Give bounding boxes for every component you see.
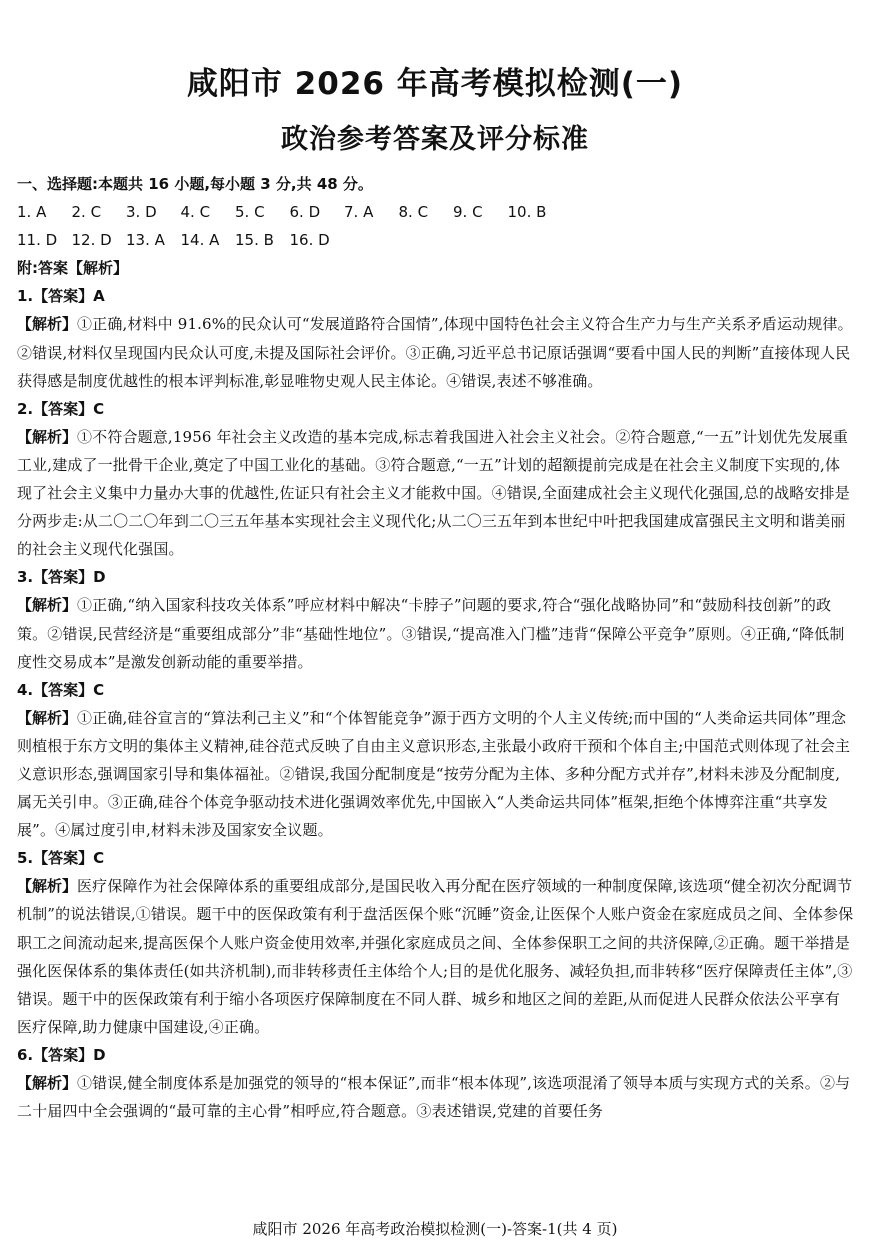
question-item-4 (17, 676, 855, 845)
explanation-text: ①正确,材料中 91.6%的民众认可“发展道路符合国情”,体现中国特色社会主义符合生产力与生产关系矛盾运动规律。②错误,材料仅呈现国内民众认可度,未提及国际社会评价。③正确,习近平总书记原话强调“要看中国人民的判断”直接体现人民获得感是制度优越性的根本评判标准,彰显唯物史观人民主体论。④错误,表述不够准确。 (17, 315, 853, 390)
question-answer-heading: 5.【答案】C (17, 849, 105, 868)
answer-key-item: 5. C (235, 203, 265, 222)
question-answer-heading: 1.【答案】A (17, 287, 105, 306)
explanation-tag: 【解析】 (17, 1074, 78, 1092)
answer-key-item: 4. C (180, 203, 211, 222)
explanation-text: ①错误,健全制度体系是加强党的领导的“根本保证”,而非“根本体现”,该选项混淆了领导本质与实现方式的关系。②与二十届四中全会强调的“最可靠的主心骨”相呼应,符合题意。③表述错误,党建的首要任务 (17, 1074, 851, 1121)
answer-key-item: 3. D (126, 203, 157, 222)
document-title: 咸阳市 2026 年高考模拟检测(一) (186, 66, 684, 102)
answer-key-item: 14. A (180, 231, 220, 250)
document-subtitle: 政治参考答案及评分标准 (281, 124, 589, 155)
question-answer-heading: 3.【答案】D (17, 568, 106, 587)
question-item-2 (17, 395, 855, 564)
appendix-note: 附:答案【解析】 (17, 259, 128, 278)
answer-key-item: 1. A (17, 203, 47, 222)
explanation-text: 医疗保障作为社会保障体系的重要组成部分,是国民收入再分配在医疗领域的一种制度保障,该选项“健全初次分配调节机制”的说法错误,①错误。题干中的医保政策有利于盘活医保个账“沉睡”资金,让医保个人账户资金在家庭成员之间、全体参保职工之间流动起来,提高医保个人账户资金使用效率,并强化家庭成员之间、全体参保职工之间的共济保障,②正确。题干举措是强化医保体系的集体责任(如共济机制),而非转移责任主体给个人;目的是优化服务、减轻负担,而非转移“医疗保障责任主体”,③错误。题干中的医保政策有利于缩小各项医疗保障制度在不同人群、城乡和地区之间的差距,从而促进人民群众依法公平享有医疗保障,助力健康中国建设,④正确。 (17, 877, 854, 1036)
answer-key-item: 12. D (71, 231, 112, 250)
question-explanation (17, 1069, 855, 1125)
question-explanation (17, 423, 855, 563)
section-heading: 一、选择题:本题共 16 小题,每小题 3 分,共 48 分。 (17, 175, 373, 193)
answer-key-row-2 (17, 226, 855, 254)
answer-key-item: 13. A (126, 231, 165, 250)
explanation-tag: 【解析】 (17, 596, 78, 615)
answer-key-item: 16. D (289, 231, 330, 250)
explanation-text: ①正确,“纳入国家科技攻关体系”呼应材料中解决“卡脖子”问题的要求,符合“强化战略协同”和“鼓励科技创新”的政策。②错误,民营经济是“重要组成部分”非“基础性地位”。③错误,“提高准入门槛”违背“保障公平竞争”原则。④正确,“降低制度性交易成本”是激发创新动能的重要举措。 (17, 596, 845, 671)
answer-key-item: 11. D (17, 231, 58, 250)
question-explanation (17, 872, 855, 1041)
question-answer-heading: 2.【答案】C (17, 399, 105, 418)
question-answer-heading: 4.【答案】C (17, 680, 105, 699)
document-body (17, 170, 855, 1125)
answer-key-item: 9. C (453, 203, 483, 222)
answer-key-row-1 (17, 198, 855, 226)
explanation-tag: 【解析】 (17, 427, 78, 446)
question-item-5 (17, 844, 855, 1041)
answer-key-item: 8. C (398, 203, 429, 222)
question-explanation (17, 591, 855, 675)
question-explanation (17, 704, 855, 844)
explanation-text: ①正确,硅谷宣言的“算法利己主义”和“个体智能竞争”源于西方文明的个人主义传统;而中国的“人类命运共同体”理念则植根于东方文明的集体主义精神,硅谷范式反映了自由主义意识形态,主张最小政府干预和个体自主;中国范式则体现了社会主义意识形态,强调国家引导和集体福祉。②错误,我国分配制度是“按劳分配为主体、多种分配方式并存”,材料未涉及分配制度,属无关引申。③正确,硅谷个体竞争驱动技术进化强调效率优先,中国嵌入“人类命运共同体”框架,拒绝个体博弈注重“共享发展”。④属过度引申,材料未涉及国家安全议题。 (17, 708, 851, 840)
answer-key-item: 15. B (235, 231, 274, 250)
explanation-tag: 【解析】 (17, 877, 78, 896)
explanation-tag: 【解析】 (17, 315, 78, 334)
page-footer: 咸阳市 2026 年高考政治模拟检测(一)-答案-1(共 4 页) (252, 1220, 618, 1238)
answer-key-item: 6. D (289, 203, 321, 222)
answer-key-item: 10. B (507, 203, 547, 222)
question-item-1 (17, 282, 855, 394)
explanation-tag: 【解析】 (17, 708, 78, 727)
question-explanation (17, 310, 855, 394)
question-answer-heading: 6.【答案】D (17, 1045, 106, 1064)
answer-key-item: 2. C (71, 203, 102, 222)
question-item-6 (17, 1041, 855, 1125)
answer-key-item: 7. A (344, 203, 374, 222)
explanation-text: ①不符合题意,1956 年社会主义改造的基本完成,标志着我国进入社会主义社会。②符合题意,“一五”计划优先发展重工业,建成了一批骨干企业,奠定了中国工业化的基础。③符合题意,“一五”计划的超额提前完成是在社会主义制度下实现的,体现了社会主义集中力量办大事的优越性,佐证只有社会主义才能救中国。④错误,全面建成社会主义现代化强国,总的战略安排是分两步走:从二〇二〇年到二〇三五年基本实现社会主义现代化;从二〇三五年到本世纪中叶把我国建成富强民主文明和谐美丽的社会主义现代化强国。 (17, 427, 850, 559)
question-item-3 (17, 563, 855, 675)
